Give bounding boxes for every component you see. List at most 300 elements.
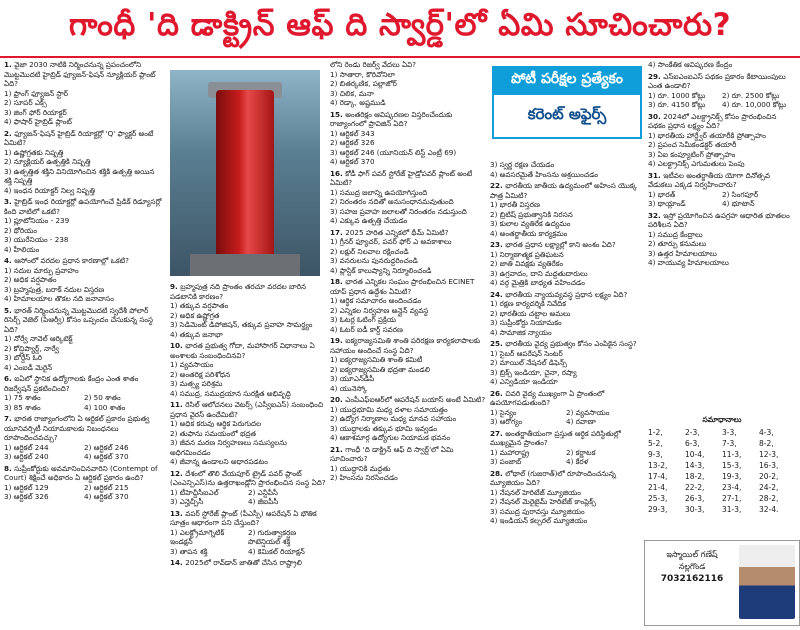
question-options xyxy=(170,360,326,398)
question-body: చివరి వైద్య ముఖ్యంగా ఏ ప్రాంతంలో ఉపయోగపడుతుంది? xyxy=(490,388,605,407)
headline: గాంధీ 'ది డాక్ట్రిన్ ఆఫ్ ది స్వార్డ్'లో ఏమి సూచించారు? xyxy=(0,0,800,58)
question-options xyxy=(170,528,326,557)
question-text xyxy=(330,60,486,70)
answer-entry: 20-2, xyxy=(759,472,779,481)
question-text xyxy=(648,211,796,230)
question-body: ఫ్యూజన్-ఫిషన్ హైబ్రిడ్ రియాక్టర్లో 'Q' ఫ్యాక్టర్ అంటే ఏమిటి? xyxy=(4,128,154,147)
option: 2) బ్రిటిష్ ప్రభుత్వానికి నిరసన xyxy=(490,209,573,219)
question-text xyxy=(170,282,326,301)
option: 1) 75 శాతం xyxy=(4,393,41,402)
question-body: గాంధీ 'ది డాక్ట్రిన్ ఆఫ్ ది స్వార్డ్'లో ఏమి సూచించారు? xyxy=(330,444,454,463)
option: 2) సింగపూర్ xyxy=(722,189,759,199)
option: 4) హిమాలయాల తొకల నది జనావాసం xyxy=(4,294,114,303)
question-options xyxy=(170,488,326,507)
question-text xyxy=(4,414,164,443)
question-text xyxy=(490,160,642,170)
option: 2) ప్రపంచ సెమీకండక్టర్ తయారీ xyxy=(648,140,737,149)
answer-entry: 1-2, xyxy=(648,428,663,437)
option: 4) కెమికల్ రియాక్షన్ xyxy=(248,546,305,556)
question-text xyxy=(330,336,486,355)
question-item xyxy=(490,429,642,467)
question-item xyxy=(490,240,642,288)
question-text xyxy=(4,197,164,216)
question-number: 6. xyxy=(4,374,15,383)
question-text xyxy=(170,558,326,568)
option: 4) తక్కువ జనాభా xyxy=(170,329,223,339)
question-text xyxy=(490,290,642,300)
option: 2) నిరంతరం నదితో అనుసంధానమవుతుంది xyxy=(330,197,454,206)
option: 2) ఉద్యోగ నిర్మాణాల మధ్య మానవ సహాయం xyxy=(330,414,457,423)
option: 1) భారత్ xyxy=(648,189,676,199)
question-options xyxy=(330,296,486,334)
question-options xyxy=(330,464,486,483)
option: 1) మహారాష్ట్ర xyxy=(490,447,530,457)
option: 4) కేరళ xyxy=(566,457,589,466)
option: 3) ఓటర్ల ఓటింగ్ ప్రక్రియ xyxy=(330,315,397,324)
question-number: 15. xyxy=(330,109,346,119)
option: 4) హీలియం xyxy=(4,244,40,254)
question-body: ఐఏలో స్థానిక ఉద్యోగాలకు కేంద్రం ఎంత శాతం రిజర్వేషన్ ప్రకటించింది? xyxy=(4,374,139,393)
option: 4) రవాణా xyxy=(566,417,596,426)
option: 3) జింగ్ ఫోర్ రియాక్టర్ xyxy=(4,107,67,117)
answer-entry: 16-3, xyxy=(759,461,779,470)
question-body: భారత ప్రధాన లక్ష్యాల్లో కాని అంశం ఏది? xyxy=(505,240,616,249)
option: 2) భారతీయ చట్టాల అమలు xyxy=(490,308,571,318)
question-options xyxy=(4,393,164,412)
question-item xyxy=(330,169,486,226)
option: 2) 50 శాతం xyxy=(84,393,121,402)
question-number: 26. xyxy=(490,388,506,398)
option: 1) ఫ్రాంగ్ ఫ్యూజన్ స్టార్ xyxy=(4,88,69,98)
question-number: 27. xyxy=(490,428,506,438)
question-number: 3. xyxy=(4,197,15,206)
question-body: ఎంపీఎఫ్ఐఆర్‌లో ఆపరేషన్ బయాస్ అంటే ఏమిటి? xyxy=(345,395,486,404)
question-options xyxy=(330,405,486,443)
option: 3) థాయ్లాండ్ xyxy=(648,199,686,208)
question-text xyxy=(170,341,326,360)
option: 4) జీవాన్న ఉండాలని అధారపడటం xyxy=(170,457,268,466)
question-number: 12. xyxy=(170,468,186,478)
question-text xyxy=(330,169,486,188)
option: 1) ఆర్థిక సమాచారం అందించడం xyxy=(330,296,422,305)
option: 3) ఏఐ కంప్యూటింగ్ ప్రోత్సాహం xyxy=(648,149,736,159)
question-text xyxy=(4,374,164,393)
question-item xyxy=(4,306,164,373)
question-item xyxy=(4,129,164,196)
question-options xyxy=(4,266,164,304)
option: 4) ఎన్విడియా ఇండియా xyxy=(490,377,558,386)
question-item xyxy=(170,469,326,507)
question-item xyxy=(330,336,486,393)
badge-line-1: పోటీ పరీక్షల ప్రత్యేకం xyxy=(492,66,642,95)
option: 2) అధిక వర్షపాతం xyxy=(4,275,57,284)
author-avatar xyxy=(739,545,795,619)
answer-entry: 9-3, xyxy=(648,450,663,459)
question-body: బ్రహ్మపుత్ర నది ప్రాంతం తరచూ వరదల బారిన పడటానికి కారణం? xyxy=(170,282,307,301)
question-body: 2024లో ఎలక్ట్రానిక్స్ కోసం ప్రారంభించిన పథకం ప్రధాన లక్ష్యం ఏది? xyxy=(648,111,777,130)
option: 3) బ్రిక్స్ ఇండియా, చైనా, రష్యా xyxy=(490,367,577,377)
answer-entry: 5-2, xyxy=(648,439,663,448)
question-text xyxy=(330,110,486,129)
option: 2) ఐక్యరాజ్యసమితి భద్రతా మండలి xyxy=(330,364,430,374)
question-item xyxy=(4,197,164,254)
question-item xyxy=(490,290,642,338)
option: 2) హింసను నిరసించడం xyxy=(330,473,398,482)
question-item xyxy=(490,469,642,526)
author-info xyxy=(649,549,735,587)
answer-grid xyxy=(648,428,796,514)
question-options xyxy=(4,216,164,254)
question-number: 17. xyxy=(330,227,346,237)
option: 4) 100 శాతం xyxy=(84,402,126,412)
question-item xyxy=(170,509,326,557)
option: 1) ప్లూటోనియం - 239 xyxy=(4,216,70,225)
question-number: 30. xyxy=(648,111,664,121)
option: 1) రూ. 1000 కోట్లు xyxy=(648,90,706,100)
option: 1) వ్యవసాయం xyxy=(170,360,214,369)
question-text xyxy=(170,400,326,419)
option: 3) సముద్ర పురావస్తు మ్యూజియం xyxy=(490,506,585,516)
question-text xyxy=(648,112,796,131)
question-body: భారత రాజ్యాంగంలోని ఏ ఆర్టికల్ ప్రకారం ప్రభుత్వ యూనివర్సిటీ నియామకాలకు నిబంధనలు రూపొందించవచ్చు? xyxy=(4,414,150,442)
question-item xyxy=(170,558,326,568)
question-text xyxy=(4,464,164,483)
answer-entry: 17-4, xyxy=(648,472,668,481)
question-options xyxy=(648,91,796,110)
option: 3) ఆర్టికల్ 246 (యూనియన్ లిస్ట్ ఎంట్రీ 69) xyxy=(330,147,457,157)
question-number: 18. xyxy=(330,277,346,286)
option: 4) జీఐపీసీ xyxy=(248,497,279,506)
question-body: భారతీయ న్యాయవ్యవస్థ ప్రధాన లక్ష్యం ఏది? xyxy=(505,289,628,299)
option: 1) యుద్ధభూమి మధ్య దళాల సమాయత్తం xyxy=(330,404,448,414)
question-text xyxy=(170,469,326,488)
question-options xyxy=(490,448,642,467)
option: 2) గురుత్వాకర్షణ పొటెన్షియల్ శక్తి xyxy=(248,527,297,546)
question-number: 4. xyxy=(4,256,15,265)
question-item xyxy=(490,160,642,179)
question-number: 23. xyxy=(490,240,506,249)
option: 2) వ్యవసాయం xyxy=(566,407,610,417)
question-body: ఐక్యరాజ్యసమితి శాంతి పరిరక్షణ కార్యకలాపాలకు సహాయం అందించే సంస్థ ఏది? xyxy=(330,336,481,355)
option: 4) ఎంఐడీ మెరైన్ xyxy=(4,362,53,372)
question-item xyxy=(648,60,796,70)
question-options xyxy=(330,188,486,226)
section-badge xyxy=(492,66,642,154)
question-text xyxy=(648,72,796,91)
question-body: లోని రెండు రిజర్వ్ వేదలు ఏవి? xyxy=(330,60,416,69)
option: 4) సముద్ర, సముద్రయాన సురక్షిత అభివృద్ధి xyxy=(170,388,291,398)
answer-entry: 12-3, xyxy=(759,450,779,459)
option: 3) సెడిమెంట్ డిపోజిషన్, తక్కువ ప్రవాహ సామర్థ్యం xyxy=(170,320,313,329)
option: 4) ఫాషార్ హైబ్రిడ్ ప్లాంట్ xyxy=(4,117,72,126)
option: 4) ఎలక్ట్రానిక్స్ ఎగుమతులు పెంపు xyxy=(648,159,745,168)
question-body: అంతర్జాతీయంగా ప్రస్తుత ఆర్థిక పరిస్థితుల్లో ముఖ్యమైన ప్రాంతం? xyxy=(490,428,621,447)
question-number: 21. xyxy=(330,444,346,454)
option: 2) రూ. 2500 కోట్లు xyxy=(722,90,780,100)
option: 4) యునెస్కో xyxy=(330,383,368,393)
question-options xyxy=(330,355,486,393)
answer-entry: 15-3, xyxy=(722,461,742,470)
option: 2) న్యూక్లియర్ ఉత్పత్తికి నిష్పత్తి xyxy=(4,157,91,166)
question-options xyxy=(170,419,326,467)
question-body: ఇస్రో ప్రయోగించిన ఉపగ్రహ ఆధారిత భూతలం పరిశీలన ఏది? xyxy=(648,210,790,229)
option: 4) భూటాన్ xyxy=(722,199,755,208)
answer-entry: 25-3, xyxy=(648,494,668,503)
question-item xyxy=(490,389,642,427)
option: 4) అవసరమైతే హింసను ఆశ్రయించడం xyxy=(490,169,599,179)
answer-entry: 18-2, xyxy=(685,472,705,481)
answer-key xyxy=(648,415,796,514)
option: 3) బోర్డేస్ ఓరి xyxy=(4,353,43,362)
question-item xyxy=(330,395,486,443)
question-column-5 xyxy=(648,60,796,270)
option: 4) రూ. 10,000 కోట్లు xyxy=(722,100,787,109)
option: 2) సూపర్ ఎక్స్ xyxy=(4,98,47,107)
option: 2) తుఫాను సమయంలో భద్రత xyxy=(170,428,257,438)
question-number: 20. xyxy=(330,395,346,404)
option: 4) సామాజిక న్యాయం xyxy=(490,327,552,337)
option: 4) వర్గ మైత్రికి బాధ్యత వహించడం xyxy=(490,278,585,287)
answer-entry: 26-3, xyxy=(685,494,705,503)
answer-entry: 10-4, xyxy=(685,450,705,459)
answer-entry: 22-2, xyxy=(685,483,705,492)
option: 4) ఆర్టికల్ 370 xyxy=(84,452,129,461)
option: 2) అంతరిక్ష పరిశోధన xyxy=(170,369,231,379)
question-item xyxy=(4,414,164,462)
option: 3) ఉగ్రవాదం, దాని మద్దతుదారులు xyxy=(490,268,588,278)
answer-entry: 11-3, xyxy=(722,450,742,459)
question-body: సుప్రీంకోర్టుకు అవమానించినవారిని (Contempt of Court) శిక్షించే అధికారం ఏ ఆర్టికల్ ప్రకారం ఉంది? xyxy=(4,463,158,482)
question-item xyxy=(170,400,326,467)
option: 3) ఆర్టికల్ 240 xyxy=(4,452,49,461)
option: 1) ఆర్టికల్ 129 xyxy=(4,482,49,492)
question-item xyxy=(330,445,486,483)
question-number: 5. xyxy=(4,305,15,315)
question-body: భారత ప్రభుత్వ గోదా, మహాసాగర్ విధానాలు ఏ అంశాలకు సంబంధించినవి? xyxy=(170,341,315,360)
question-item xyxy=(4,60,164,127)
option: 1) ఎలక్ట్రోమాగ్నెటిక్ ఇండక్షన్ xyxy=(170,527,225,546)
question-options xyxy=(4,443,164,462)
question-item xyxy=(4,464,164,502)
option: 2) తూర్పు కనుమలు xyxy=(648,239,707,248)
question-number: 28. xyxy=(490,468,506,478)
question-text xyxy=(490,429,642,448)
question-text xyxy=(170,509,326,528)
question-item xyxy=(4,374,164,412)
question-body: భారతీయ జాతీయ ఉద్యమంలో అహింస యొక్క పాత్ర ఏమిటి? xyxy=(490,181,638,200)
question-number: 25. xyxy=(490,339,506,348)
question-body: 2025లో రావ్‌డాన్ జాతితో చేసిన రాష్ట్రాలి xyxy=(185,558,302,567)
question-item xyxy=(4,256,164,304)
question-text xyxy=(648,60,796,70)
option: 3) ఆర్టికల్ 326 xyxy=(4,492,49,501)
question-body: వైజా 2030 నాటికి నిర్మించనున్న ప్రపంచంలోని మొట్టమొదటి హైబ్రిడ్ ఫ్యూజన్-ఫిషన్ న్యూక్లియర్ ప్లాంట్ ఏది? xyxy=(4,60,156,88)
option: 2) థోరియం xyxy=(4,225,38,235)
question-number: 29. xyxy=(648,71,664,81)
option: 2) కోచ్షిప్యార్డ్, నార్వే xyxy=(4,343,59,353)
option: 1) సైబర్ ఆపరేషన్ సెంటర్ xyxy=(490,348,563,358)
option: 3) చిలిక, మనా xyxy=(330,88,374,98)
option: 3) యురేనియం - 238 xyxy=(4,235,69,244)
answer-entry: 32-4. xyxy=(759,505,779,514)
option: 3) 85 శాతం xyxy=(4,402,41,412)
question-item xyxy=(490,339,642,387)
question-number: 7. xyxy=(4,414,15,423)
option: 1) సైన్యం xyxy=(490,407,517,417)
author-place: నల్లగొండ xyxy=(678,562,706,571)
option: 1) రక్షణ కార్యదర్శికి నివేదిక xyxy=(490,299,566,308)
option: 3) కులాల వ్యతిరేక ఉద్యమం xyxy=(490,219,571,228)
question-number: 16. xyxy=(330,168,346,178)
option: 3) సుప్రీంకోర్టు నియామకం xyxy=(490,318,562,327)
reactor-base xyxy=(190,254,300,276)
question-options xyxy=(4,89,164,127)
question-options xyxy=(490,488,642,526)
option: 1) భారతీ విస్తరణ xyxy=(490,200,540,209)
option: 3) బ్రహ్మపుత్ర, బరాక్ నదుల విస్తరణ xyxy=(4,284,105,294)
question-column-1 xyxy=(4,60,164,504)
option: 4) ఆర్టికల్ 370 xyxy=(84,492,129,501)
question-body: భారతీయ వైద్య ప్రభుత్వం కోసం ఎంపికైన సంస్థ? xyxy=(505,339,637,348)
option: 1) ఐక్యరాజ్యసమితి శాంతి కమిటీ xyxy=(330,355,423,364)
question-text xyxy=(330,445,486,464)
option: 3) ఎన్హెచ్పీసీ xyxy=(170,497,204,506)
question-number: 14. xyxy=(170,558,186,567)
question-number: 24. xyxy=(490,289,506,299)
question-options xyxy=(490,200,642,238)
option: 1) ఆర్టికల్ 244 xyxy=(4,442,49,452)
question-number: 1. xyxy=(4,60,15,69)
question-item xyxy=(648,171,796,209)
question-body: ఆసోంలో వరదల ప్రధాన కారణాల్లో ఒకటి? xyxy=(14,256,129,265)
question-options xyxy=(490,170,642,180)
option: 3) సహజ ప్రవాహ జలాలతో నిరంతరం నడుస్తుంది xyxy=(330,206,467,216)
question-body: 2025 హరిత ఎన్నికలో థీమ్ ఏమిటి? xyxy=(345,227,449,237)
option: 1) నేషనల్ హెరిటేజ్ మ్యూజియం xyxy=(490,487,581,497)
option: 4) రెడ్కా, అష్టముడి xyxy=(330,98,386,107)
option: 3) వనరులను పునరుద్ధరించండి xyxy=(330,256,418,265)
option: 1) తక్కువ వర్షపాతం xyxy=(170,301,229,310)
question-body: ఇటీవల అంతర్జాతీయ యోగా దినోత్సవ వేడుకలు ఎక్కడ నిర్వహించారు? xyxy=(648,170,771,189)
option: 4) ప్లాస్టిక్ కాలుష్యాన్ని నిర్మూలించండి xyxy=(330,265,432,275)
question-body: దేశంలో తొలి వేయపూర్ ట్రైడ్ పవర్ ప్లాంట్ (ఎంఎన్పిఎస్)ను ఉత్తరాఖండ్లోని ప్రారంభించిన సంస్థ ఏది? xyxy=(170,468,326,487)
answer-entry: 7-3, xyxy=(722,439,737,448)
question-number: 9. xyxy=(170,282,181,291)
option: 4) వాయువ్య హిమాలయాలు xyxy=(648,258,729,267)
answer-entry: 23-4, xyxy=(722,483,742,492)
question-item xyxy=(648,72,796,110)
question-options xyxy=(330,237,486,275)
option: 3) పంజాబ్ xyxy=(490,457,522,466)
question-body: కోడీ ఫాగ్ పవర్ స్టోరేజ్ హైడ్రోపవర్ ప్లాంట్ అంటే ఏమిటి? xyxy=(330,168,473,187)
question-options xyxy=(170,301,326,339)
option: 1) నిర్మాణాత్మక ప్రతిఘటన xyxy=(490,249,564,259)
question-item xyxy=(330,60,486,108)
option: 2) అధిక ఉష్ణోగ్రత xyxy=(170,310,220,320)
answer-entry: 31-3, xyxy=(722,505,742,514)
author-name: ఇస్మాయిల్ గణేష్ xyxy=(666,550,718,559)
question-options xyxy=(490,299,642,337)
answer-key-title: సమాధానాలు xyxy=(702,415,742,424)
question-options xyxy=(648,190,796,209)
question-number: 8. xyxy=(4,463,15,473)
answer-entry: 2-3, xyxy=(685,428,700,437)
question-text xyxy=(490,389,642,408)
question-number: 10. xyxy=(170,341,186,350)
question-options xyxy=(330,129,486,167)
question-options xyxy=(4,148,164,196)
option: 3) ఉత్తర హిమాలయాలు xyxy=(648,248,717,258)
answer-entry: 13-2, xyxy=(648,461,668,470)
option: 1) నదుల మార్పు ప్రవాహం xyxy=(4,265,79,275)
answer-entry: 28-2, xyxy=(759,494,779,503)
question-column-3 xyxy=(330,60,486,485)
answer-entry: 24-2, xyxy=(759,483,779,492)
option: 2) బితర్కణిక, పల్లాజోర్ xyxy=(330,79,397,88)
question-text xyxy=(4,306,164,335)
question-text xyxy=(330,277,486,296)
question-text xyxy=(490,469,642,488)
option: 1) నోర్వే నావెల్ ఆర్కిటెక్ట్ xyxy=(4,334,73,343)
question-number: 11. xyxy=(170,400,186,409)
option: 3) ఉత్పత్తిత శక్తిని వినియోగించిన శక్తికి ఉత్పత్తి అయిన శక్తి నిష్పత్తి xyxy=(4,166,155,185)
option: 4) ఇంధన రియాక్టర్ నిల్వ నిష్పత్తి xyxy=(4,185,95,195)
option: 1) అధిక కరువు ఆర్థిక పెరుగుదల xyxy=(170,419,262,428)
option: 1) ఆర్టికల్ 343 xyxy=(330,128,375,138)
answer-entry: 6-3, xyxy=(685,439,700,448)
question-options xyxy=(490,250,642,288)
option: 4) ఆకాశమార్గ ఉద్యోగుల నియామక భవనం xyxy=(330,433,451,442)
question-number: 19. xyxy=(330,336,346,345)
question-number: 32. xyxy=(648,210,664,220)
option: 3) యుద్ధాలకు తక్కువ భూమి ఇవ్వడం xyxy=(330,423,438,433)
question-item xyxy=(648,211,796,268)
question-text xyxy=(648,171,796,190)
option: 3) తాపన శక్తి xyxy=(170,546,208,556)
question-options xyxy=(648,131,796,169)
question-text xyxy=(330,395,486,405)
answer-entry: 14-3, xyxy=(685,461,705,470)
option: 2) ఆర్టికల్ 215 xyxy=(84,482,129,492)
option: 2) ఎన్టీపీసీ xyxy=(248,487,278,497)
option: 2) జాతి వివక్షకు వ్యతిరేకం xyxy=(490,259,564,268)
option: 1) టీహెచ్డీసీఐఎల్ xyxy=(170,487,219,497)
question-column-4 xyxy=(490,160,642,528)
reactor-photo xyxy=(170,70,320,276)
question-body: 3) స్వర్ణ రక్షణ చేయడం xyxy=(490,160,555,169)
option: 1) సముద్ర కేంద్రాలు xyxy=(648,229,703,239)
option: 1) యుద్ధానికి మద్దతు xyxy=(330,463,391,473)
question-number: 13. xyxy=(170,508,186,518)
question-body: భారత ఎన్నికల సంఘం ప్రారంభించిన ECINET యాప్ ప్రధాన ఉద్దేశం ఏమిటి? xyxy=(330,277,475,296)
question-body: వపర్ స్టోరేజ్ ప్లాంట్ (పీఎస్పీ) ఆపరేషన్ ఏ భౌతిక సూత్రం ఆధారంగా పని చేస్తుంది? xyxy=(170,508,317,527)
question-text xyxy=(4,60,164,89)
question-body: 4) సాంకేతిక ఆవిష్కరణ కేంద్రం xyxy=(648,60,733,69)
option: 4) ఎక్కువ ఉత్పత్తి చేయడం xyxy=(330,216,408,225)
question-body: భారత్ నిర్మించనున్న మొట్టమొదటి స్వదేశీ పోలార్ రిసెర్చ్ వెజెల్ (పిఆర్వీ) కోసం ఒప్పందం చేసుకున్న సంస్థ ఏది? xyxy=(4,305,154,334)
option: 3) యూఎన్‌డీపీ xyxy=(330,374,375,383)
option: 2) ఆర్టికల్ 326 xyxy=(330,138,375,147)
question-item xyxy=(330,110,486,167)
option: 2) నేషనల్ మెరైటైమ్ హెరిటేజ్ కాంప్లెక్స్ xyxy=(490,497,596,506)
question-item xyxy=(170,341,326,398)
question-text xyxy=(4,129,164,148)
question-body: హైబ్రిడ్ ఇంధ రియాక్టర్లో ఉపయోగించే ప్రిడిక్ రిడ్యూసర్లో కింది వాటిలో ఒకటి? xyxy=(4,197,162,216)
answer-entry: 27-1, xyxy=(722,494,742,503)
option: 1) భారతీయ హార్డ్వేర్ తయారీకి ప్రోత్సాహం xyxy=(648,130,766,140)
question-item xyxy=(648,112,796,169)
question-number: 22. xyxy=(490,181,506,190)
